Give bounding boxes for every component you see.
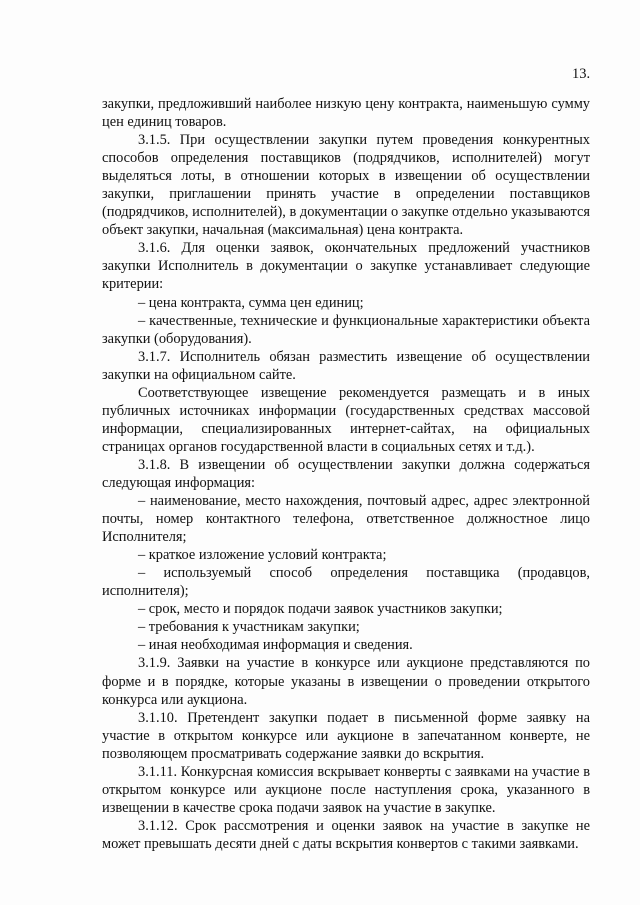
paragraph: закупки, предложивший наиболее низкую цену контракта, наименьшую сумму цен единиц товаров. — [102, 96, 590, 131]
paragraph: – наименование, место нахождения, почтовый адрес, адрес электронной почты, номер контактного телефона, ответственное должностное лицо Исполнителя; — [102, 493, 590, 546]
document-body — [102, 95, 590, 853]
page-number: 13. — [572, 66, 591, 82]
paragraph: 3.1.7. Исполнитель обязан разместить извещение об осуществлении закупки на официальном сайте. — [102, 348, 590, 383]
paragraph: 3.1.12. Срок рассмотрения и оценки заявок на участие в закупке не может превышать десяти дней с даты вскрытия конвертов с такими заявками. — [102, 817, 590, 852]
paragraph: – качественные, технические и функциональные характеристики объекта закупки (оборудования). — [102, 312, 590, 347]
paragraph: 3.1.8. В извещении об осуществлении закупки должна содержаться следующая информация: — [102, 456, 590, 491]
paragraph: 3.1.10. Претендент закупки подает в письменной форме заявку на участие в открытом конкурсе или аукционе в запечатанном конверте, не позволяющем просматривать содержание заявки до вскрытия. — [102, 709, 590, 762]
paragraph: – срок, место и порядок подачи заявок участников закупки; — [138, 601, 503, 618]
paragraph: 3.1.11. Конкурсная комиссия вскрывает конверты с заявками на участие в открытом конкурсе или аукционе после наступления срока, указанного в извещении в качестве срока подачи заявок на участие в закупке. — [102, 763, 590, 816]
paragraph: 3.1.9. Заявки на участие в конкурсе или аукционе представляются по форме и в порядке, которые указаны в извещении о проведении открытого конкурса или аукциона. — [102, 655, 590, 708]
paragraph: – требования к участникам закупки; — [138, 619, 360, 636]
paragraph: – используемый способ определения поставщика (продавцов, исполнителя); — [102, 565, 590, 600]
paragraph: – краткое изложение условий контракта; — [138, 547, 387, 564]
paragraph: – цена контракта, сумма цен единиц; — [138, 294, 364, 311]
paragraph: 3.1.5. При осуществлении закупки путем проведения конкурентных способов определения поставщиков (подрядчиков, исполнителей) могут выделяться лоты, в отношении которых в извещении об осуществлении закупки, приглашении принять участие в определении поставщиков (подрядчиков, исполнителей), в документации о закупке отдельно указываются объект закупки, начальная (максимальная) цена контракта. — [102, 132, 590, 239]
paragraph: 3.1.6. Для оценки заявок, окончательных предложений участников закупки Исполнитель в документации о закупке устанавливает следующие критерии: — [102, 240, 590, 293]
paragraph: Соответствующее извещение рекомендуется размещать и в иных публичных источниках информации (государственных средствах массовой информации, специализированных интернет-сайтах, на официальных страницах органов государственной власти в социальных сетях и т.д.). — [102, 384, 590, 455]
paragraph: – иная необходимая информация и сведения. — [138, 637, 413, 654]
